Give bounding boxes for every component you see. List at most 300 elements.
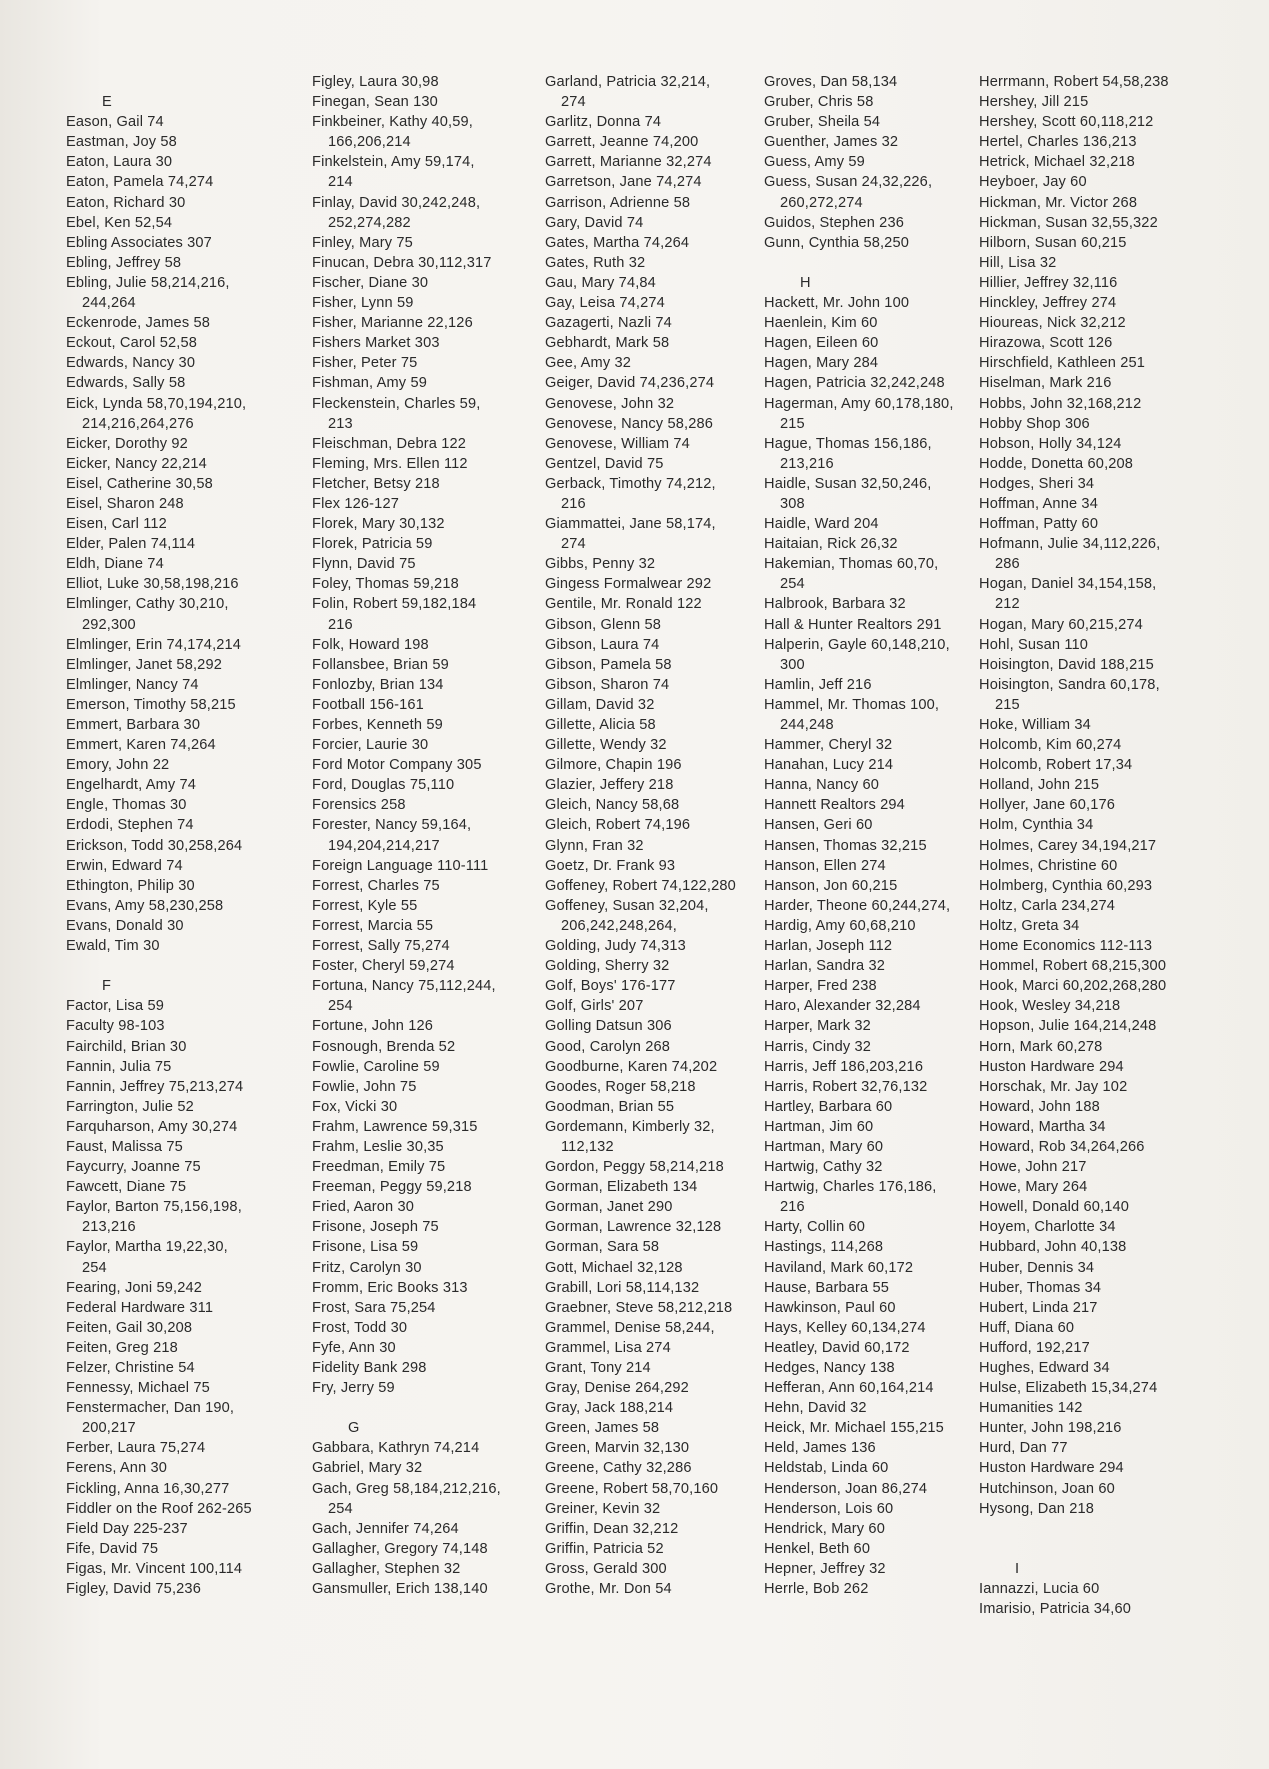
index-entry: Hoke, William 34 — [979, 717, 1091, 733]
index-entry: Forensics 258 — [312, 797, 406, 814]
index-entry: Fickling, Anna 16,30,277 — [66, 1480, 230, 1497]
index-entry: Horschak, Mr. Jay 102 — [979, 1078, 1128, 1095]
index-entry-continuation: 200,217 — [82, 1420, 136, 1437]
index-entry: Haenlein, Kim 60 — [764, 315, 878, 332]
index-entry: Evans, Donald 30 — [66, 917, 184, 934]
index-entry: Huber, Thomas 34 — [979, 1279, 1102, 1296]
index-entry-continuation: 212 — [995, 596, 1020, 613]
index-entry: Holmes, Christine 60 — [979, 857, 1118, 874]
index-entry: Gentile, Mr. Ronald 122 — [545, 596, 702, 613]
index-entry: Hepner, Jeffrey 32 — [764, 1560, 886, 1577]
index-entry: Ewald, Tim 30 — [66, 938, 160, 955]
index-entry: Hunter, John 198,216 — [979, 1420, 1122, 1437]
index-entry: Fleckenstein, Charles 59, — [312, 395, 481, 412]
index-entry: Erwin, Edward 74 — [66, 857, 183, 874]
index-entry: Engelhardt, Amy 74 — [66, 777, 197, 794]
index-entry: Hastings, 114,268 — [764, 1239, 884, 1256]
index-entry: Henkel, Beth 60 — [764, 1540, 871, 1557]
index-entry: Fletcher, Betsy 218 — [312, 475, 440, 492]
index-entry-continuation: 254 — [328, 998, 353, 1015]
index-entry: Forrest, Charles 75 — [312, 877, 440, 894]
index-entry: Goetz, Dr. Frank 93 — [545, 857, 676, 874]
index-entry: Gott, Michael 32,128 — [545, 1259, 683, 1276]
index-entry: Farquharson, Amy 30,274 — [66, 1118, 238, 1135]
index-entry: Fox, Vicki 30 — [312, 1098, 398, 1115]
index-entry: Haidle, Susan 32,50,246, — [764, 475, 932, 492]
index-entry: Hamlin, Jeff 216 — [764, 676, 872, 693]
index-entry: Fife, David 75 — [66, 1540, 159, 1557]
index-entry: Gillam, David 32 — [545, 696, 655, 713]
index-entry: Hartman, Mary 60 — [764, 1138, 884, 1155]
index-entry: Hertel, Charles 136,213 — [979, 134, 1137, 151]
index-entry-continuation: 194,204,214,217 — [328, 837, 440, 854]
index-entry: Forbes, Kenneth 59 — [312, 717, 443, 733]
index-entry: Gillette, Alicia 58 — [545, 717, 656, 733]
index-entry: Fearing, Joni 59,242 — [66, 1279, 203, 1296]
index-entry: Hartwig, Charles 176,186, — [764, 1179, 937, 1196]
index-entry: Football 156-161 — [312, 696, 424, 713]
index-entry: Eckenrode, James 58 — [66, 315, 210, 332]
index-entry: Green, Marvin 32,130 — [545, 1440, 690, 1457]
index-entry: Heyboer, Jay 60 — [979, 174, 1087, 191]
index-entry: Harty, Collin 60 — [764, 1219, 866, 1236]
index-entry: Grabill, Lori 58,114,132 — [545, 1279, 700, 1296]
index-entry: Hulse, Elizabeth 15,34,274 — [979, 1380, 1158, 1397]
section-letter: G — [348, 1420, 360, 1437]
index-entry: Holmberg, Cynthia 60,293 — [979, 877, 1153, 894]
index-entry: Florek, Mary 30,132 — [312, 516, 445, 533]
index-entry: Horn, Mark 60,278 — [979, 1038, 1103, 1055]
index-entry: Hommel, Robert 68,215,300 — [979, 958, 1167, 975]
index-entry: Hysong, Dan 218 — [979, 1500, 1095, 1517]
index-entry: Faylor, Martha 19,22,30, — [66, 1239, 228, 1256]
index-entry: Giammattei, Jane 58,174, — [545, 516, 716, 533]
index-entry: Gallagher, Stephen 32 — [312, 1560, 461, 1577]
index-entry: Held, James 136 — [764, 1440, 876, 1457]
index-entry-continuation: 274 — [561, 536, 586, 553]
index-entry: Gillette, Wendy 32 — [545, 737, 667, 754]
index-entry: Gruber, Sheila 54 — [764, 114, 881, 131]
index-entry: Grammel, Lisa 274 — [545, 1339, 671, 1356]
index-entry: Hammer, Cheryl 32 — [764, 737, 893, 754]
index-entry: Forrest, Marcia 55 — [312, 917, 434, 934]
index-entry: Gordemann, Kimberly 32, — [545, 1118, 715, 1135]
index-entry: Figley, David 75,236 — [66, 1581, 201, 1598]
section-letter: E — [102, 94, 112, 111]
index-entry: Emerson, Timothy 58,215 — [66, 696, 236, 713]
index-entry: Ebling, Jeffrey 58 — [66, 254, 182, 271]
index-entry: Huston Hardware 294 — [979, 1460, 1124, 1477]
index-entry: Geiger, David 74,236,274 — [545, 375, 715, 392]
index-entry: Gleich, Nancy 58,68 — [545, 797, 680, 814]
index-entry: Eaton, Laura 30 — [66, 154, 173, 171]
index-entry: Elmlinger, Erin 74,174,214 — [66, 636, 242, 653]
index-entry: Freeman, Peggy 59,218 — [312, 1179, 472, 1196]
index-entry: Hickman, Mr. Victor 268 — [979, 194, 1138, 211]
index-entry: Golf, Girls' 207 — [545, 998, 644, 1015]
index-entry: Eastman, Joy 58 — [66, 134, 177, 151]
index-entry: Edwards, Nancy 30 — [66, 355, 196, 372]
index-entry: Guidos, Stephen 236 — [764, 214, 904, 231]
index-entry: Finkelstein, Amy 59,174, — [312, 154, 475, 171]
index-entry: Genovese, Nancy 58,286 — [545, 415, 713, 432]
index-entry: Holmes, Carey 34,194,217 — [979, 837, 1157, 854]
index-entry: Haro, Alexander 32,284 — [764, 998, 921, 1015]
index-entry: Hill, Lisa 32 — [979, 254, 1057, 271]
index-column-1 — [66, 72, 281, 1599]
index-entry: Harris, Cindy 32 — [764, 1038, 872, 1055]
index-entry: Fannin, Julia 75 — [66, 1058, 172, 1075]
index-entry: Fritz, Carolyn 30 — [312, 1259, 422, 1276]
index-entry: Garland, Patricia 32,214, — [545, 74, 711, 90]
index-entry: Fortune, John 126 — [312, 1018, 434, 1035]
index-entry: Hawkinson, Paul 60 — [764, 1299, 896, 1316]
index-entry: Emmert, Karen 74,264 — [66, 737, 216, 754]
index-entry: Forcier, Laurie 30 — [312, 737, 429, 754]
index-entry: Field Day 225-237 — [66, 1520, 188, 1537]
index-entry: Emmert, Barbara 30 — [66, 717, 201, 733]
index-entry-continuation: 254 — [328, 1500, 353, 1517]
index-entry-continuation: 260,272,274 — [780, 194, 863, 211]
index-entry: Howell, Donald 60,140 — [979, 1199, 1129, 1216]
index-entry: Finucan, Debra 30,112,317 — [312, 254, 492, 271]
index-entry: Guess, Amy 59 — [764, 154, 865, 171]
index-entry: Heldstab, Linda 60 — [764, 1460, 889, 1477]
index-entry-continuation: 206,242,248,264, — [561, 917, 678, 934]
index-entry-continuation: 308 — [780, 495, 805, 512]
index-entry: Gansmuller, Erich 138,140 — [312, 1581, 488, 1598]
index-entry: Gallagher, Gregory 74,148 — [312, 1540, 488, 1557]
index-entry: Herrmann, Robert 54,58,238 — [979, 74, 1169, 90]
index-entry: Fishers Market 303 — [312, 335, 440, 352]
index-entry-continuation: 274 — [561, 94, 586, 111]
index-column-4 — [764, 72, 974, 1599]
index-entry: Golding, Sherry 32 — [545, 958, 670, 975]
index-entry: Holland, John 215 — [979, 777, 1100, 794]
index-entry: Henderson, Lois 60 — [764, 1500, 894, 1517]
index-entry: Hinckley, Jeffrey 274 — [979, 295, 1117, 312]
index-entry: Faylor, Barton 75,156,198, — [66, 1199, 242, 1216]
index-entry: Ebel, Ken 52,54 — [66, 214, 173, 231]
index-entry: Fry, Jerry 59 — [312, 1380, 395, 1397]
index-entry: Holtz, Carla 234,274 — [979, 897, 1116, 914]
index-entry: Fenstermacher, Dan 190, — [66, 1400, 235, 1417]
index-entry: Goodman, Brian 55 — [545, 1098, 675, 1115]
index-entry: Garretson, Jane 74,274 — [545, 174, 702, 191]
section-letter: I — [1015, 1560, 1020, 1577]
index-entry: Griffin, Dean 32,212 — [545, 1520, 679, 1537]
index-entry: Ebling, Julie 58,214,216, — [66, 274, 230, 291]
index-entry-continuation: 254 — [82, 1259, 107, 1276]
index-entry: Graebner, Steve 58,212,218 — [545, 1299, 733, 1316]
index-entry: Eckout, Carol 52,58 — [66, 335, 198, 352]
index-entry: Goffeney, Robert 74,122,280 — [545, 877, 736, 894]
index-entry-continuation: 254 — [780, 576, 805, 593]
index-entry: Haidle, Ward 204 — [764, 516, 879, 533]
index-entry: Harris, Jeff 186,203,216 — [764, 1058, 924, 1075]
index-entry: Howe, Mary 264 — [979, 1179, 1088, 1196]
index-entry: Factor, Lisa 59 — [66, 998, 164, 1015]
index-entry: Emory, John 22 — [66, 757, 170, 774]
index-entry: Gross, Gerald 300 — [545, 1560, 667, 1577]
index-entry: Florek, Patricia 59 — [312, 536, 433, 553]
index-entry: Gray, Denise 264,292 — [545, 1380, 689, 1397]
index-entry: Fischer, Diane 30 — [312, 274, 429, 291]
index-entry: Humanities 142 — [979, 1400, 1083, 1417]
index-entry: Hanson, Jon 60,215 — [764, 877, 898, 894]
index-entry: Hirazowa, Scott 126 — [979, 335, 1113, 352]
index-entry: Gruber, Chris 58 — [764, 94, 874, 111]
index-entry-continuation: 166,206,214 — [328, 134, 411, 151]
index-entry: Fyfe, Ann 30 — [312, 1339, 396, 1356]
index-entry: Fennessy, Michael 75 — [66, 1380, 210, 1397]
index-entry: Gray, Jack 188,214 — [545, 1400, 674, 1417]
index-entry: Fiddler on the Roof 262-265 — [66, 1500, 252, 1517]
index-entry: Imarisio, Patricia 34,60 — [979, 1601, 1132, 1618]
index-entry: Figley, Laura 30,98 — [312, 74, 439, 90]
index-entry: Howe, John 217 — [979, 1159, 1087, 1176]
spacer — [66, 72, 281, 92]
index-entry: Erdodi, Stephen 74 — [66, 817, 194, 834]
index-entry: Fairchild, Brian 30 — [66, 1038, 187, 1055]
index-entry-continuation: 213,216 — [780, 455, 834, 472]
index-entry: Gazagerti, Nazli 74 — [545, 315, 672, 332]
index-entry: Gabriel, Mary 32 — [312, 1460, 423, 1477]
index-entry: Ford Motor Company 305 — [312, 757, 482, 774]
index-entry-continuation: 216 — [780, 1199, 805, 1216]
index-entry: Hall & Hunter Realtors 291 — [764, 616, 942, 633]
index-entry: Frahm, Leslie 30,35 — [312, 1138, 444, 1155]
index-entry-continuation: 216 — [561, 495, 586, 512]
index-entry: Golf, Boys' 176-177 — [545, 978, 676, 995]
index-entry: Hays, Kelley 60,134,274 — [764, 1319, 926, 1336]
index-entry: Hook, Marci 60,202,268,280 — [979, 978, 1167, 995]
index-entry: Flynn, David 75 — [312, 556, 416, 573]
index-entry-continuation: 252,274,282 — [328, 214, 411, 231]
index-entry: Folin, Robert 59,182,184 — [312, 596, 477, 613]
index-entry: Heick, Mr. Michael 155,215 — [764, 1420, 944, 1437]
index-entry: Ferber, Laura 75,274 — [66, 1440, 206, 1457]
index-entry-continuation: 215 — [780, 415, 805, 432]
index-entry: Gibson, Laura 74 — [545, 636, 660, 653]
index-entry: Garrison, Adrienne 58 — [545, 194, 691, 211]
index-entry: Hackett, Mr. John 100 — [764, 295, 910, 312]
index-entry: Fried, Aaron 30 — [312, 1199, 415, 1216]
index-entry: Home Economics 112-113 — [979, 938, 1153, 955]
index-entry: Faculty 98-103 — [66, 1018, 165, 1035]
index-entry: Henderson, Joan 86,274 — [764, 1480, 928, 1497]
index-column-3 — [545, 72, 760, 1599]
index-entry: Harris, Robert 32,76,132 — [764, 1078, 928, 1095]
index-entry: Fosnough, Brenda 52 — [312, 1038, 456, 1055]
index-entry: Gleich, Robert 74,196 — [545, 817, 691, 834]
index-entry: Harper, Fred 238 — [764, 978, 877, 995]
index-entry: Frost, Todd 30 — [312, 1319, 408, 1336]
index-entry: Felzer, Christine 54 — [66, 1360, 195, 1376]
spacer — [979, 1539, 1189, 1559]
index-entry: Garlitz, Donna 74 — [545, 114, 662, 131]
index-entry: Hollyer, Jane 60,176 — [979, 797, 1116, 814]
index-entry: Hoisington, David 188,215 — [979, 656, 1154, 673]
index-entry: Hetrick, Michael 32,218 — [979, 154, 1135, 171]
index-entry: Halbrook, Barbara 32 — [764, 596, 906, 613]
index-entry: Fleischman, Debra 122 — [312, 435, 467, 452]
index-entry: Holcomb, Kim 60,274 — [979, 737, 1122, 754]
section-letter: H — [800, 274, 811, 291]
index-entry: Huber, Dennis 34 — [979, 1259, 1095, 1276]
index-entry: Freedman, Emily 75 — [312, 1159, 446, 1176]
index-entry: Gorman, Sara 58 — [545, 1239, 660, 1256]
index-entry: Gach, Greg 58,184,212,216, — [312, 1480, 501, 1497]
index-entry: Hoyem, Charlotte 34 — [979, 1219, 1116, 1236]
index-entry: Hartley, Barbara 60 — [764, 1098, 893, 1115]
index-entry: Figas, Mr. Vincent 100,114 — [66, 1560, 243, 1577]
index-entry: Hammel, Mr. Thomas 100, — [764, 696, 940, 713]
index-entry: Fisher, Lynn 59 — [312, 295, 414, 312]
index-entry-continuation: 244,264 — [82, 295, 136, 312]
index-entry: Goffeney, Susan 32,204, — [545, 897, 709, 914]
index-entry: Holtz, Greta 34 — [979, 917, 1080, 934]
index-entry: Genovese, John 32 — [545, 395, 675, 412]
index-entry: Griffin, Patricia 52 — [545, 1540, 664, 1557]
index-entry: Ford, Douglas 75,110 — [312, 777, 455, 794]
index-entry: Frahm, Lawrence 59,315 — [312, 1118, 478, 1135]
index-entry: Hohl, Susan 110 — [979, 636, 1089, 653]
index-entry: Grammel, Denise 58,244, — [545, 1319, 715, 1336]
spacer — [764, 253, 974, 273]
index-entry-continuation: 213 — [328, 415, 353, 432]
index-entry-continuation: 300 — [780, 656, 805, 673]
index-entry: Hagen, Eileen 60 — [764, 335, 879, 352]
index-entry: Hendrick, Mary 60 — [764, 1520, 885, 1537]
index-entry: Hagerman, Amy 60,178,180, — [764, 395, 954, 412]
index-entry: Hardig, Amy 60,68,210 — [764, 917, 916, 934]
index-entry: Hobby Shop 306 — [979, 415, 1090, 432]
index-entry: Fishman, Amy 59 — [312, 375, 427, 392]
spacer — [979, 1519, 1189, 1539]
index-entry: Elder, Palen 74,114 — [66, 536, 196, 553]
index-entry: Hook, Wesley 34,218 — [979, 998, 1121, 1015]
index-entry: Hobson, Holly 34,124 — [979, 435, 1122, 452]
index-entry: Grothe, Mr. Don 54 — [545, 1581, 672, 1598]
index-entry: Eisen, Carl 112 — [66, 516, 167, 533]
index-entry: Hershey, Scott 60,118,212 — [979, 114, 1154, 131]
index-entry: Fidelity Bank 298 — [312, 1360, 427, 1376]
index-entry: Gau, Mary 74,84 — [545, 274, 656, 291]
index-entry: Finkbeiner, Kathy 40,59, — [312, 114, 473, 131]
index-entry: Finegan, Sean 130 — [312, 94, 438, 111]
index-entry: Hansen, Geri 60 — [764, 817, 873, 834]
index-entry: Eisel, Sharon 248 — [66, 495, 184, 512]
index-entry: Gary, David 74 — [545, 214, 644, 231]
index-entry: Fromm, Eric Books 313 — [312, 1279, 468, 1296]
index-entry: Hofmann, Julie 34,112,226, — [979, 536, 1161, 553]
index-entry-continuation: 214,216,264,276 — [82, 415, 194, 432]
index-entry: Feiten, Greg 218 — [66, 1339, 178, 1356]
index-entry: Greene, Cathy 32,286 — [545, 1460, 692, 1477]
index-entry: Gingess Formalwear 292 — [545, 576, 712, 593]
index-entry: Howard, Rob 34,264,266 — [979, 1138, 1145, 1155]
index-entry: Gates, Martha 74,264 — [545, 234, 690, 251]
index-entry: Harlan, Joseph 112 — [764, 938, 893, 955]
index-entry: Gunn, Cynthia 58,250 — [764, 234, 909, 251]
index-entry: Follansbee, Brian 59 — [312, 656, 449, 673]
index-entry: Hanson, Ellen 274 — [764, 857, 886, 874]
index-entry: Gorman, Janet 290 — [545, 1199, 673, 1216]
section-letter: F — [102, 978, 112, 995]
index-entry: Huston Hardware 294 — [979, 1058, 1124, 1075]
index-entry: Fortuna, Nancy 75,112,244, — [312, 978, 496, 995]
index-entry: Haviland, Mark 60,172 — [764, 1259, 914, 1276]
index-entry-continuation: 112,132 — [561, 1138, 614, 1155]
index-entry: Hague, Thomas 156,186, — [764, 435, 932, 452]
index-column-2 — [312, 72, 527, 1599]
index-entry: Hodges, Sheri 34 — [979, 475, 1095, 492]
index-entry-continuation: 244,248 — [780, 717, 834, 733]
index-entry: Eicker, Dorothy 92 — [66, 435, 188, 452]
index-entry: Hurd, Dan 77 — [979, 1440, 1068, 1457]
index-entry: Hogan, Daniel 34,154,158, — [979, 576, 1157, 593]
index-entry: Hirschfield, Kathleen 251 — [979, 355, 1145, 372]
index-entry: Hioureas, Nick 32,212 — [979, 315, 1126, 332]
index-entry: Feiten, Gail 30,208 — [66, 1319, 193, 1336]
index-entry: Hagen, Mary 284 — [764, 355, 879, 372]
index-entry: Greene, Robert 58,70,160 — [545, 1480, 719, 1497]
index-entry: Hannett Realtors 294 — [764, 797, 905, 814]
index-entry: Eldh, Diane 74 — [66, 556, 164, 573]
index-entry: Harlan, Sandra 32 — [764, 958, 885, 975]
index-entry: Fleming, Mrs. Ellen 112 — [312, 455, 468, 472]
index-entry: Grant, Tony 214 — [545, 1360, 651, 1376]
index-entry: Eaton, Pamela 74,274 — [66, 174, 214, 191]
index-entry: Hagen, Patricia 32,242,248 — [764, 375, 945, 392]
index-entry: Hodde, Donetta 60,208 — [979, 455, 1134, 472]
index-entry: Foley, Thomas 59,218 — [312, 576, 459, 593]
index-entry: Howard, Martha 34 — [979, 1118, 1106, 1135]
index-entry: Hoffman, Anne 34 — [979, 495, 1098, 512]
index-entry: Gay, Leisa 74,274 — [545, 295, 665, 312]
index-entry-continuation: 286 — [995, 556, 1020, 573]
index-entry: Gibbs, Penny 32 — [545, 556, 656, 573]
index-entry-continuation: 215 — [995, 696, 1020, 713]
index-entry: Fowlie, John 75 — [312, 1078, 417, 1095]
index-entry: Huff, Diana 60 — [979, 1319, 1075, 1336]
index-entry: Halperin, Gayle 60,148,210, — [764, 636, 950, 653]
index-entry: Gates, Ruth 32 — [545, 254, 646, 271]
index-entry: Gorman, Lawrence 32,128 — [545, 1219, 722, 1236]
index-entry: Guenther, James 32 — [764, 134, 899, 151]
index-entry: Gilmore, Chapin 196 — [545, 757, 682, 774]
index-entry: Gordon, Peggy 58,214,218 — [545, 1159, 724, 1176]
index-entry: Finlay, David 30,242,248, — [312, 194, 481, 211]
index-entry: Frisone, Joseph 75 — [312, 1219, 439, 1236]
index-entry: Flex 126-127 — [312, 495, 399, 512]
index-entry-continuation: 292,300 — [82, 616, 136, 633]
index-entry: Gibson, Pamela 58 — [545, 656, 672, 673]
index-entry: Erickson, Todd 30,258,264 — [66, 837, 243, 854]
index-entry: Faycurry, Joanne 75 — [66, 1159, 201, 1176]
index-entry: Herrle, Bob 262 — [764, 1581, 869, 1598]
index-entry: Hiselman, Mark 216 — [979, 375, 1112, 392]
index-entry: Glazier, Jeffery 218 — [545, 777, 674, 794]
index-entry: Hartman, Jim 60 — [764, 1118, 874, 1135]
index-column-5 — [979, 72, 1189, 1619]
index-entry: Fisher, Marianne 22,126 — [312, 315, 473, 332]
index-entry: Good, Carolyn 268 — [545, 1038, 671, 1055]
index-entry: Gibson, Sharon 74 — [545, 676, 670, 693]
index-entry: Elliot, Luke 30,58,198,216 — [66, 576, 239, 593]
index-entry: Ethington, Philip 30 — [66, 877, 195, 894]
